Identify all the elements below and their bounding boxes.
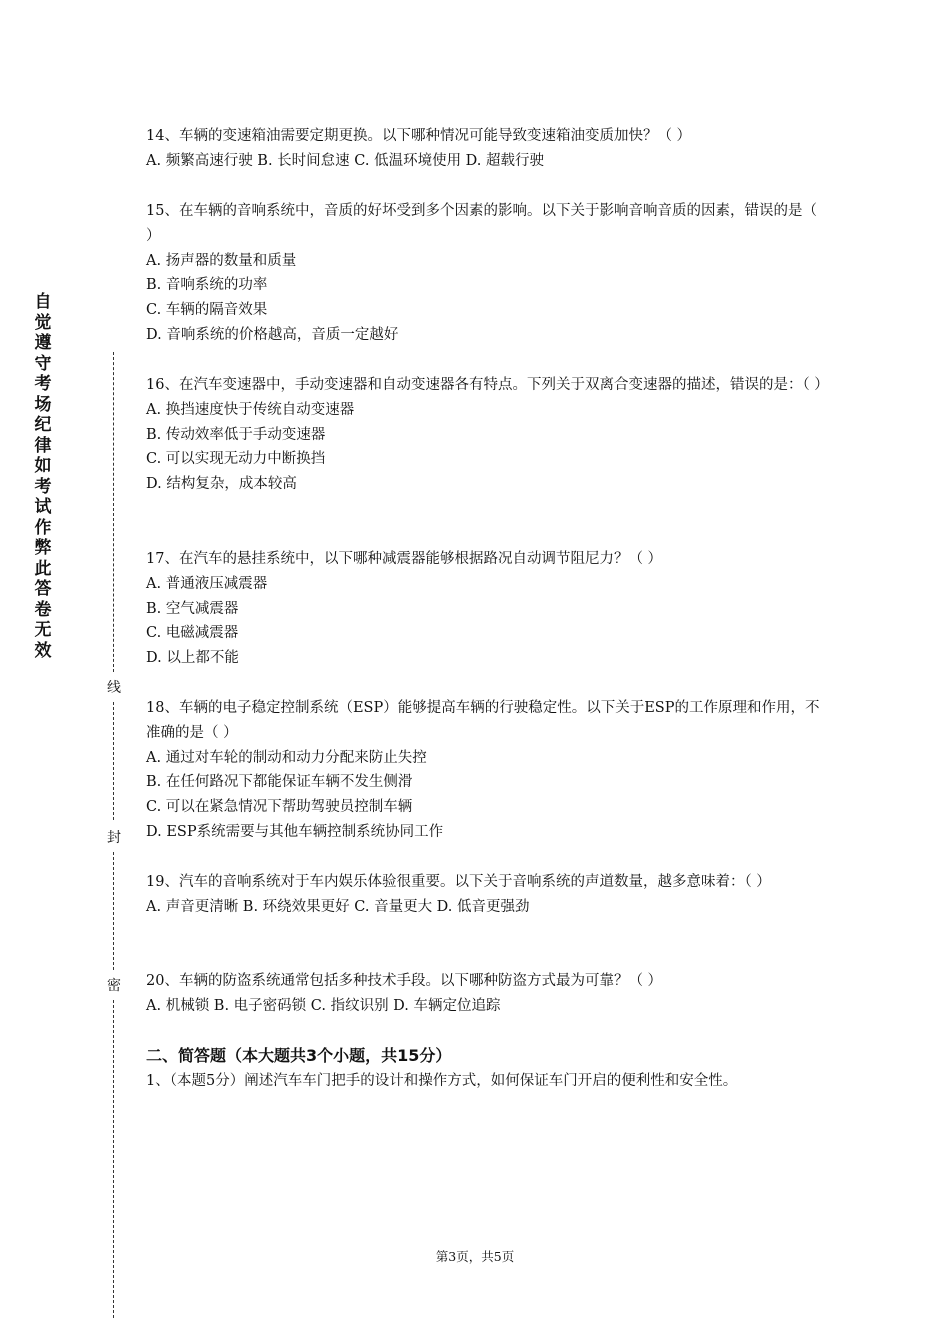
option-c: C. 车辆的隔音效果 <box>146 302 268 319</box>
question-16 <box>146 373 829 497</box>
question-options: A. 声音更清晰 B. 环绕效果更好 C. 音量更大 D. 低音更强劲 <box>146 898 530 915</box>
seal-mark-sealed: 密 <box>107 978 121 994</box>
binding-line <box>113 852 114 970</box>
section-heading: 二、简答题（本大题共3个小题，共15分） <box>146 1046 452 1065</box>
option-a: A. 通过对车轮的制动和动力分配来防止失控 <box>146 749 427 766</box>
question-14 <box>146 124 826 174</box>
option-d: D. 以上都不能 <box>146 650 239 667</box>
option-d: D. 音响系统的价格越高，音质一定越好 <box>146 326 399 343</box>
option-a: A. 换挡速度快于传统自动变速器 <box>146 401 355 418</box>
question-stem: 17、在汽车的悬挂系统中，以下哪种减震器能够根据路况自动调节阻尼力？（ ） <box>146 551 663 567</box>
option-b: B. 音响系统的功率 <box>146 277 268 294</box>
question-stem: 14、车辆的变速箱油需要定期更换。以下哪种情况可能导致变速箱油变质加快？（ ） <box>146 128 692 144</box>
exam-discipline-notice: 自觉遵守考场纪律如考试作弊此答卷无效 <box>34 292 52 661</box>
option-d: D. ESP系统需要与其他车辆控制系统协同工作 <box>146 823 444 840</box>
option-b: B. 空气减震器 <box>146 600 239 617</box>
question-15 <box>146 199 826 348</box>
binding-line <box>113 1000 114 1318</box>
question-19 <box>146 870 826 920</box>
option-c: C. 电磁减震器 <box>146 625 239 642</box>
option-a: A. 扬声器的数量和质量 <box>146 252 297 269</box>
question-stem: 1、（本题5分）阐述汽车车门把手的设计和操作方式，如何保证车门开启的便利性和安全性。 <box>146 1073 738 1089</box>
question-stem: 16、在汽车变速器中，手动变速器和自动变速器各有特点。下列关于双离合变速器的描述，错误的是：（ ） <box>146 377 829 393</box>
question-options: A. 频繁高速行驶 B. 长时间怠速 C. 低温环境使用 D. 超载行驶 <box>146 152 545 169</box>
option-a: A. 普通液压减震器 <box>146 575 268 592</box>
option-c: C. 可以在紧急情况下帮助驾驶员控制车辆 <box>146 799 413 816</box>
option-b: B. 在任何路况下都能保证车辆不发生侧滑 <box>146 774 413 791</box>
option-d: D. 结构复杂，成本较高 <box>146 476 297 493</box>
question-18 <box>146 696 826 845</box>
question-stem: 20、车辆的防盗系统通常包括多种技术手段。以下哪种防盗方式最为可靠？（ ） <box>146 973 663 989</box>
question-stem: 15、在车辆的音响系统中，音质的好坏受到多个因素的影响。以下关于影响音响音质的因素，错误的是（ ） <box>146 203 817 244</box>
question-stem: 19、汽车的音响系统对于车内娱乐体验很重要。以下关于音响系统的声道数量，越多意味着：（ ） <box>146 874 771 890</box>
question-stem: 18、车辆的电子稳定控制系统（ESP）能够提高车辆的行驶稳定性。以下关于ESP的工作原理和作用，不准确的是（ ） <box>146 700 820 741</box>
page-footer: 第3页，共5页 <box>435 1249 515 1264</box>
seal-mark-seal: 封 <box>107 830 121 846</box>
question-17 <box>146 547 826 671</box>
option-b: B. 传动效率低于手动变速器 <box>146 426 326 443</box>
question-options: A. 机械锁 B. 电子密码锁 C. 指纹识别 D. 车辆定位追踪 <box>146 997 501 1014</box>
seal-mark-line: 线 <box>107 680 121 696</box>
option-c: C. 可以实现无动力中断换挡 <box>146 451 326 468</box>
binding-line <box>113 702 114 820</box>
short-answer-question-1 <box>146 1069 826 1094</box>
binding-line <box>113 352 114 672</box>
question-20 <box>146 969 826 1019</box>
